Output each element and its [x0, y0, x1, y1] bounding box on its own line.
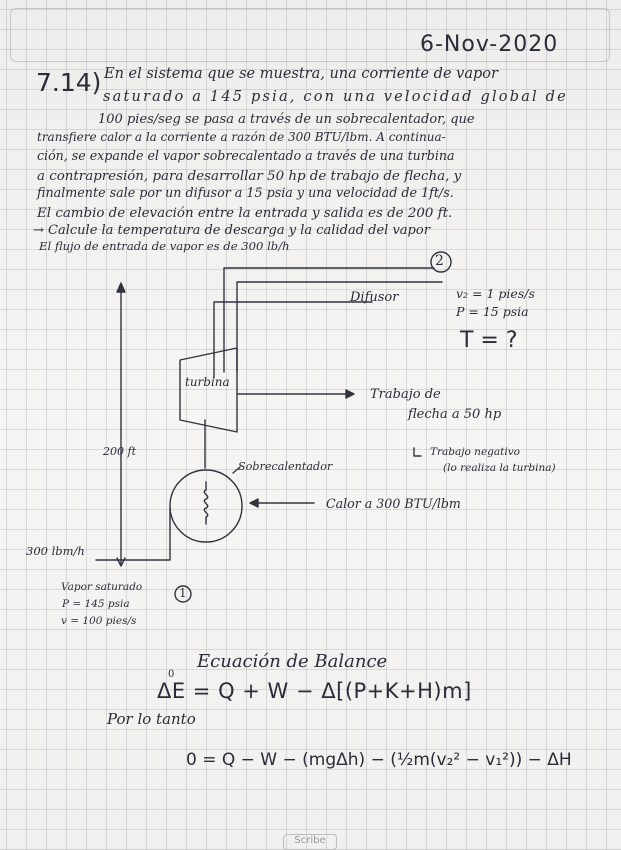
balance-zero-mark: 0	[168, 669, 175, 680]
trabajo-negativo-2: (lo realiza la turbina)	[443, 462, 556, 474]
sobrecalentador-label: Sobrecalentador	[238, 460, 333, 473]
turbina-label: turbina	[185, 375, 230, 389]
problem-line-3: 100 pies/seg se pasa a través de un sobrecalentador, que	[98, 112, 475, 127]
outlet-pressure: P = 15 psia	[456, 304, 529, 319]
inlet-state-3: v = 100 pies/s	[61, 615, 137, 627]
por-lo-tanto: Por lo tanto	[107, 710, 196, 728]
heater-coil	[204, 482, 207, 524]
turbine-shape	[180, 348, 237, 432]
inlet-marker: 1	[179, 586, 187, 600]
problem-line-7: finalmente sale por un difusor a 15 psia y una velocidad de 1ft/s.	[37, 185, 454, 200]
scribe-footer: Scribe	[283, 834, 337, 850]
balance-title: Ecuación de Balance	[197, 651, 388, 672]
problem-line-9: → Calcule la temperatura de descarga y la calidad del vapor	[33, 223, 430, 238]
problem-line-4: transfiere calor a la corriente a razón de 300 BTU/lbm. A continua-	[37, 130, 446, 144]
trabajo-negativo-1: Trabajo negativo	[430, 446, 520, 458]
flow-label: 300 lbm/h	[26, 544, 85, 558]
problem-line-2: saturado a 145 psia, con una velocidad global de	[103, 89, 568, 105]
trabajo-negativo-mark	[414, 448, 421, 456]
heater-circle	[170, 470, 242, 542]
inlet-state-1: Vapor saturado	[61, 581, 143, 593]
balance-equation: ΔE = Q + W − Δ[(P+K+H)m]	[157, 679, 472, 703]
height-label: 200 ft	[103, 445, 136, 458]
date-text: 6-Nov-2020	[420, 32, 559, 57]
outlet-pipe-top	[224, 268, 434, 372]
problem-number: 7.14)	[36, 68, 102, 97]
problem-line-5: ción, se expande el vapor sobrecalentado a través de una turbina	[37, 148, 455, 163]
problem-line-1: En el sistema que se muestra, una corriente de vapor	[104, 66, 498, 82]
problem-line-10: El flujo de entrada de vapor es de 300 lb/h	[39, 239, 290, 253]
balance-result: 0 = Q − W − (mgΔh) − (½m(v₂² − v₁²)) − ΔH	[186, 750, 572, 770]
outlet-velocity: v₂ = 1 pies/s	[456, 286, 535, 301]
outlet-marker: 2	[435, 253, 444, 269]
difusor-label: Difusor	[350, 290, 399, 305]
trabajo-label-1: Trabajo de	[370, 387, 441, 402]
outlet-pipe-mid	[237, 282, 442, 372]
inlet-state-2: P = 145 psia	[62, 598, 130, 610]
outlet-temperature: T = ?	[460, 328, 518, 353]
trabajo-label-2: flecha a 50 hp	[408, 407, 502, 422]
problem-line-6: a contrapresión, para desarrollar 50 hp de trabajo de flecha, y	[37, 169, 462, 184]
inlet-pipe	[96, 508, 170, 560]
calor-label: Calor a 300 BTU/lbm	[326, 496, 461, 511]
problem-line-8: El cambio de elevación entre la entrada y salida es de 200 ft.	[37, 206, 453, 221]
